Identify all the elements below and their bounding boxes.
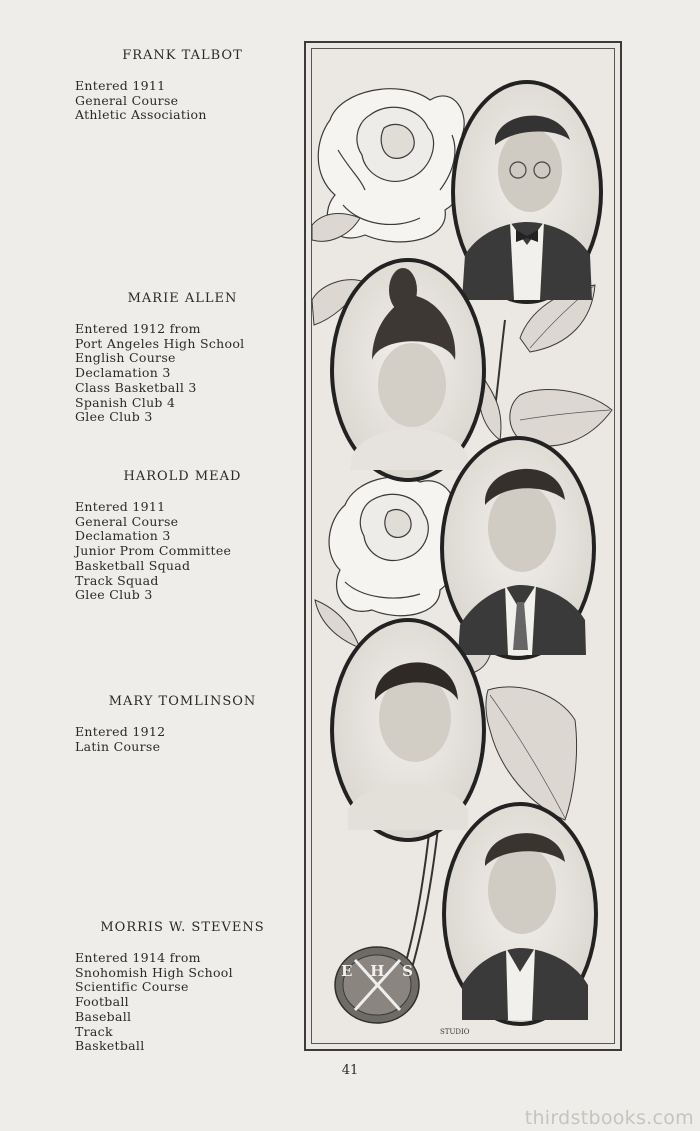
detail-line: Declamation 3 [75, 365, 171, 381]
detail-line: Glee Club 3 [75, 409, 153, 425]
watermark-text: thirdstbooks.com [524, 1107, 694, 1129]
detail-line: Basketball [75, 1038, 145, 1054]
detail-line: Port Angeles High School [75, 335, 245, 351]
detail-line: Latin Course [75, 738, 161, 754]
portrait-oval-4 [330, 618, 486, 842]
detail-line: Class Basketball 3 [75, 379, 197, 395]
detail-line: Junior Prom Committee [75, 543, 232, 559]
detail-line: Entered 1912 from [75, 321, 201, 336]
emblem-letters [341, 962, 413, 980]
detail-line: Declamation 3 [75, 528, 171, 544]
detail-line: Snohomish High School [75, 964, 233, 980]
student-name: HAROLD MEAD [123, 469, 242, 484]
page-number: 41 [341, 1063, 359, 1078]
detail-line: General Course [75, 513, 179, 529]
detail-line: Football [75, 994, 129, 1010]
emblem-letter: S [402, 962, 413, 980]
detail-line: Entered 1911 [75, 499, 166, 514]
emblem-letter: E [341, 962, 353, 980]
detail-line: Entered 1914 from [75, 950, 201, 965]
detail-line: Track Squad [75, 572, 159, 588]
detail-line: English Course [75, 350, 176, 366]
detail-line: Spanish Club 4 [75, 394, 176, 410]
detail-line: Entered 1911 [75, 78, 166, 93]
student-name: MORRIS W. STEVENS [100, 920, 265, 935]
detail-line: Scientific Course [75, 979, 189, 995]
detail-line: Entered 1912 [75, 724, 166, 739]
detail-line: General Course [75, 92, 179, 108]
student-name: MARY TOMLINSON [108, 694, 257, 709]
student-name: MARIE ALLEN [127, 291, 238, 306]
studio-signature: STUDIO [440, 1028, 470, 1036]
school-emblem-icon [335, 947, 419, 1023]
portrait-oval-2 [330, 258, 486, 482]
detail-line: Athletic Association [75, 107, 207, 123]
portrait-oval-5 [442, 802, 598, 1026]
detail-line: Glee Club 3 [75, 587, 153, 603]
portrait-oval-3 [440, 436, 596, 660]
detail-line: Track [75, 1023, 113, 1039]
student-name: FRANK TALBOT [122, 48, 243, 63]
emblem-letter: H [370, 962, 385, 980]
detail-line: Basketball Squad [75, 557, 191, 573]
portrait-oval-1 [451, 80, 603, 304]
detail-line: Baseball [75, 1008, 132, 1024]
